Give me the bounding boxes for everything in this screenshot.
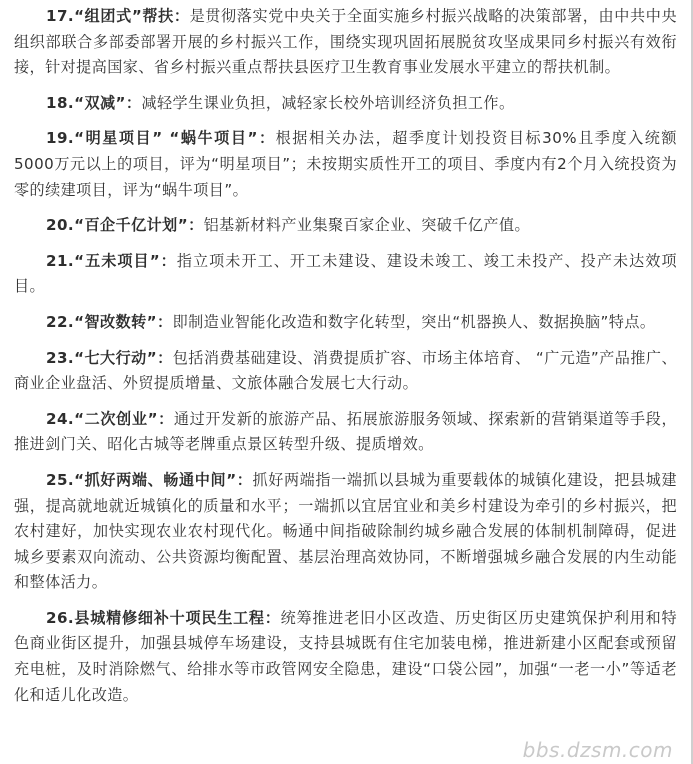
glossary-item-17 [14,4,677,81]
item-term: “组团式”帮扶： [74,7,190,25]
glossary-item-18 [14,91,677,117]
item-definition: 统筹推进老旧小区改造、历史街区历史建筑保护利用和特色商业街区提升，加强县城停车场建设，支持县城既有住宅加装电梯，推进新建小区配套或预留充电桩，及时消除燃气、给排水等市政管网安全隐患，建设“口袋公园”，加强“一老一小”等适老化和适儿化改造。 [14,608,677,704]
item-number: 24. [46,409,75,428]
item-number: 26. [46,608,75,627]
glossary-item-22 [14,310,677,336]
item-definition: 包括消费基础建设、消费提质扩容、市场主体培育、 “广元造”产品推广、商业企业盘活、外贸提质增量、文旅体融合发展七大行动。 [14,348,677,393]
item-term: “五未项目”： [74,251,177,270]
glossary-item-21 [14,249,677,300]
item-definition: 通过开发新的旅游产品、拓展旅游服务领域、探索新的营销渠道等手段，推进剑门关、昭化古城等老牌重点景区转型升级、提质增效。 [14,409,677,454]
item-term: “双减”： [74,93,142,112]
glossary-item-19 [14,126,677,203]
item-definition: 铝基新材料产业集聚百家企业、突破千亿产值。 [203,216,531,235]
item-term: “七大行动”： [74,348,173,367]
item-number: 19. [46,129,75,148]
item-definition: 减轻学生课业负担，减轻家长校外培训经济负担工作。 [141,93,515,112]
glossary-item-24 [14,407,677,458]
item-definition: 指立项未开工、开工未建设、建设未竣工、竣工未投产、投产未达效项目。 [14,251,677,296]
item-term: “明星项目” “蜗牛项目”： [74,129,276,148]
item-term: “智改数转”： [74,312,173,331]
item-number: 21. [46,251,75,270]
item-number: 25. [46,470,75,489]
item-number: 18. [46,93,75,112]
item-definition: 是贯彻落实党中央关于全面实施乡村振兴战略的决策部署，由中共中央组织部联合多部委部署开展的乡村振兴工作，围绕实现巩固拓展脱贫攻坚成果同乡村振兴有效衔接，针对提高国家、省乡村振兴重点帮扶县医疗卫生教育事业发展水平建立的帮扶机制。 [14,7,677,77]
item-number: 20. [46,216,75,235]
glossary-item-25 [14,468,677,596]
item-term: “二次创业”： [74,409,174,428]
item-term: “百企千亿计划”： [74,216,204,235]
item-definition: 根据相关办法，超季度计划投资目标30%且季度入统额5000万元以上的项目，评为“明星项目”；未按期实质性开工的项目、季度内有2个月入统投资为零的续建项目，评为“蜗牛项目”。 [14,129,677,199]
glossary-item-20 [14,213,677,239]
item-number: 23. [46,348,75,367]
item-definition: 即制造业智能化改造和数字化转型，突出“机器换人、数据换脑”特点。 [172,312,656,331]
item-number: 22. [46,312,75,331]
glossary-item-23 [14,346,677,397]
item-term: “抓好两端、畅通中间”： [74,470,253,489]
item-number: 17. [46,7,75,25]
glossary-item-26 [14,606,677,708]
item-definition: 抓好两端指一端抓以县城为重要载体的城镇化建设，把县城建强，提高就地就近城镇化的质量和水平；一端抓以宜居宜业和美乡村建设为牵引的乡村振兴，把农村建好，加快实现农业农村现代化。畅通中间指破除制约城乡融合发展的体制机制障碍，促进城乡要素双向流动、公共资源均衡配置、基层治理高效协同，不断增强城乡融合发展的内生动能和整体活力。 [14,470,677,592]
item-term: 县城精修细补十项民生工程： [74,608,281,627]
site-watermark: bbs.dzsm.com [522,738,673,762]
